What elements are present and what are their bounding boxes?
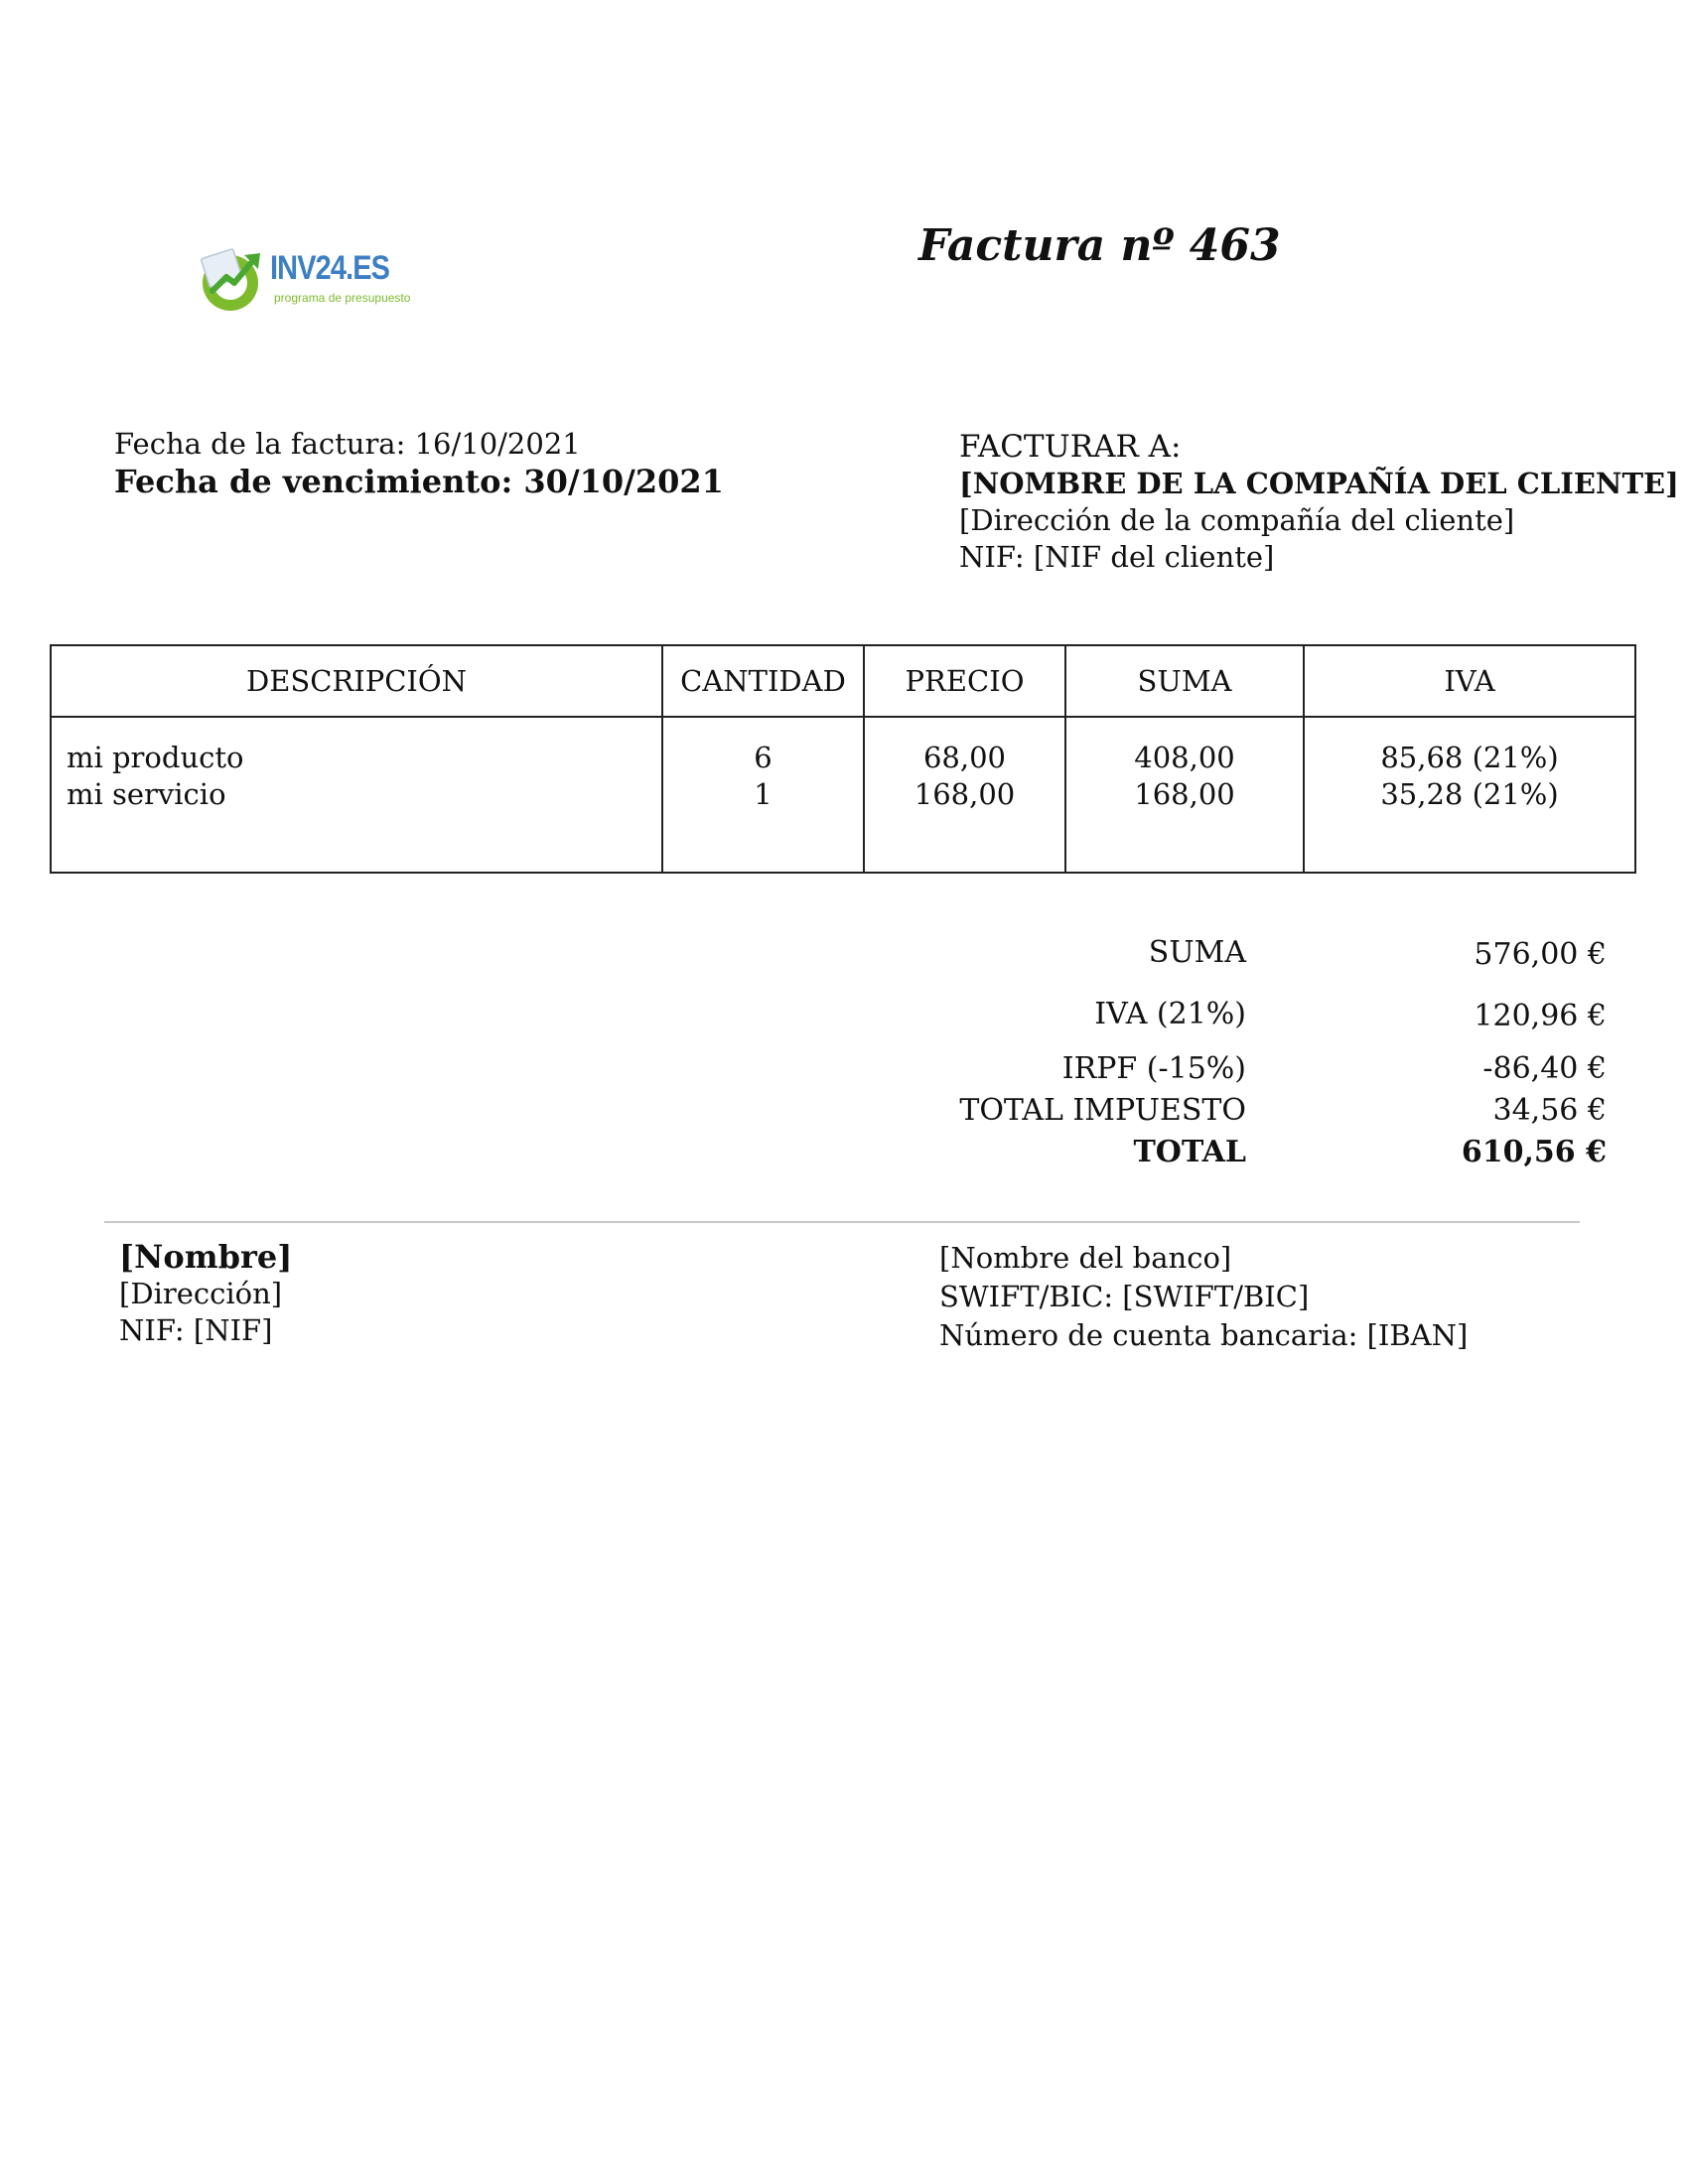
client-company-name: [NOMBRE DE LA COMPAÑÍA DEL CLIENTE] [959, 467, 1679, 500]
logo-tagline: programa de presupuesto [274, 291, 411, 305]
total-label: TOTAL [1133, 1135, 1246, 1169]
items-table [50, 644, 1636, 874]
bank-iban: Número de cuenta bancaria: [IBAN] [939, 1318, 1469, 1352]
suma-value: 576,00 € [1474, 937, 1607, 972]
logo-mark-icon [199, 243, 268, 315]
item-sum: 408,00 [1134, 741, 1235, 774]
seller-block [119, 1239, 292, 1349]
client-nif: NIF: [NIF del cliente] [959, 540, 1275, 574]
iva-cell [1304, 717, 1635, 873]
header-iva: IVA [1304, 645, 1635, 717]
header-quantity: CANTIDAD [662, 645, 864, 717]
bank-swift: SWIFT/BIC: [SWIFT/BIC] [939, 1280, 1310, 1313]
bill-to-block [959, 429, 1679, 576]
sum-cell [1065, 717, 1304, 873]
due-date: Fecha de vencimiento: 30/10/2021 [114, 463, 724, 500]
company-logo [199, 243, 411, 318]
invoice-date: Fecha de la factura: 16/10/2021 [114, 427, 581, 461]
item-sum: 168,00 [1134, 777, 1235, 811]
item-price: 68,00 [922, 741, 1007, 774]
seller-address: [Dirección] [119, 1277, 283, 1310]
iva-label: IVA (21%) [1094, 997, 1246, 1031]
total-value: 610,56 € [1461, 1135, 1607, 1169]
item-iva: 35,28 (21%) [1380, 777, 1559, 811]
footer-divider [104, 1221, 1580, 1223]
total-tax-value: 34,56 € [1492, 1093, 1607, 1128]
total-tax-label: TOTAL IMPUESTO [959, 1093, 1246, 1128]
price-cell [864, 717, 1065, 873]
quantity-cell [662, 717, 864, 873]
table-row [51, 717, 1635, 873]
table-header-row [51, 645, 1635, 717]
suma-label: SUMA [1148, 935, 1246, 970]
iva-value: 120,96 € [1474, 999, 1607, 1033]
item-description: mi servicio [67, 777, 226, 811]
item-iva: 85,68 (21%) [1380, 741, 1559, 774]
bill-to-label: FACTURAR A: [959, 429, 1182, 465]
item-quantity: 6 [754, 741, 773, 774]
invoice-title: Factura nº 463 [918, 220, 1281, 271]
bank-block [939, 1239, 1468, 1355]
irpf-value: -86,40 € [1482, 1051, 1607, 1086]
irpf-label: IRPF (-15%) [1061, 1051, 1246, 1086]
seller-nif: NIF: [NIF] [119, 1313, 273, 1347]
description-cell [51, 717, 662, 873]
item-description: mi producto [67, 741, 244, 774]
seller-name: [Nombre] [119, 1238, 293, 1276]
bank-name: [Nombre del banco] [939, 1241, 1232, 1275]
header-description: DESCRIPCIÓN [51, 645, 662, 717]
header-sum: SUMA [1065, 645, 1304, 717]
header-price: PRECIO [864, 645, 1065, 717]
client-address: [Dirección de la compañía del cliente] [959, 503, 1515, 537]
item-price: 168,00 [914, 777, 1016, 811]
item-quantity: 1 [754, 777, 773, 811]
logo-brand-text: INV24.ES [270, 249, 390, 287]
